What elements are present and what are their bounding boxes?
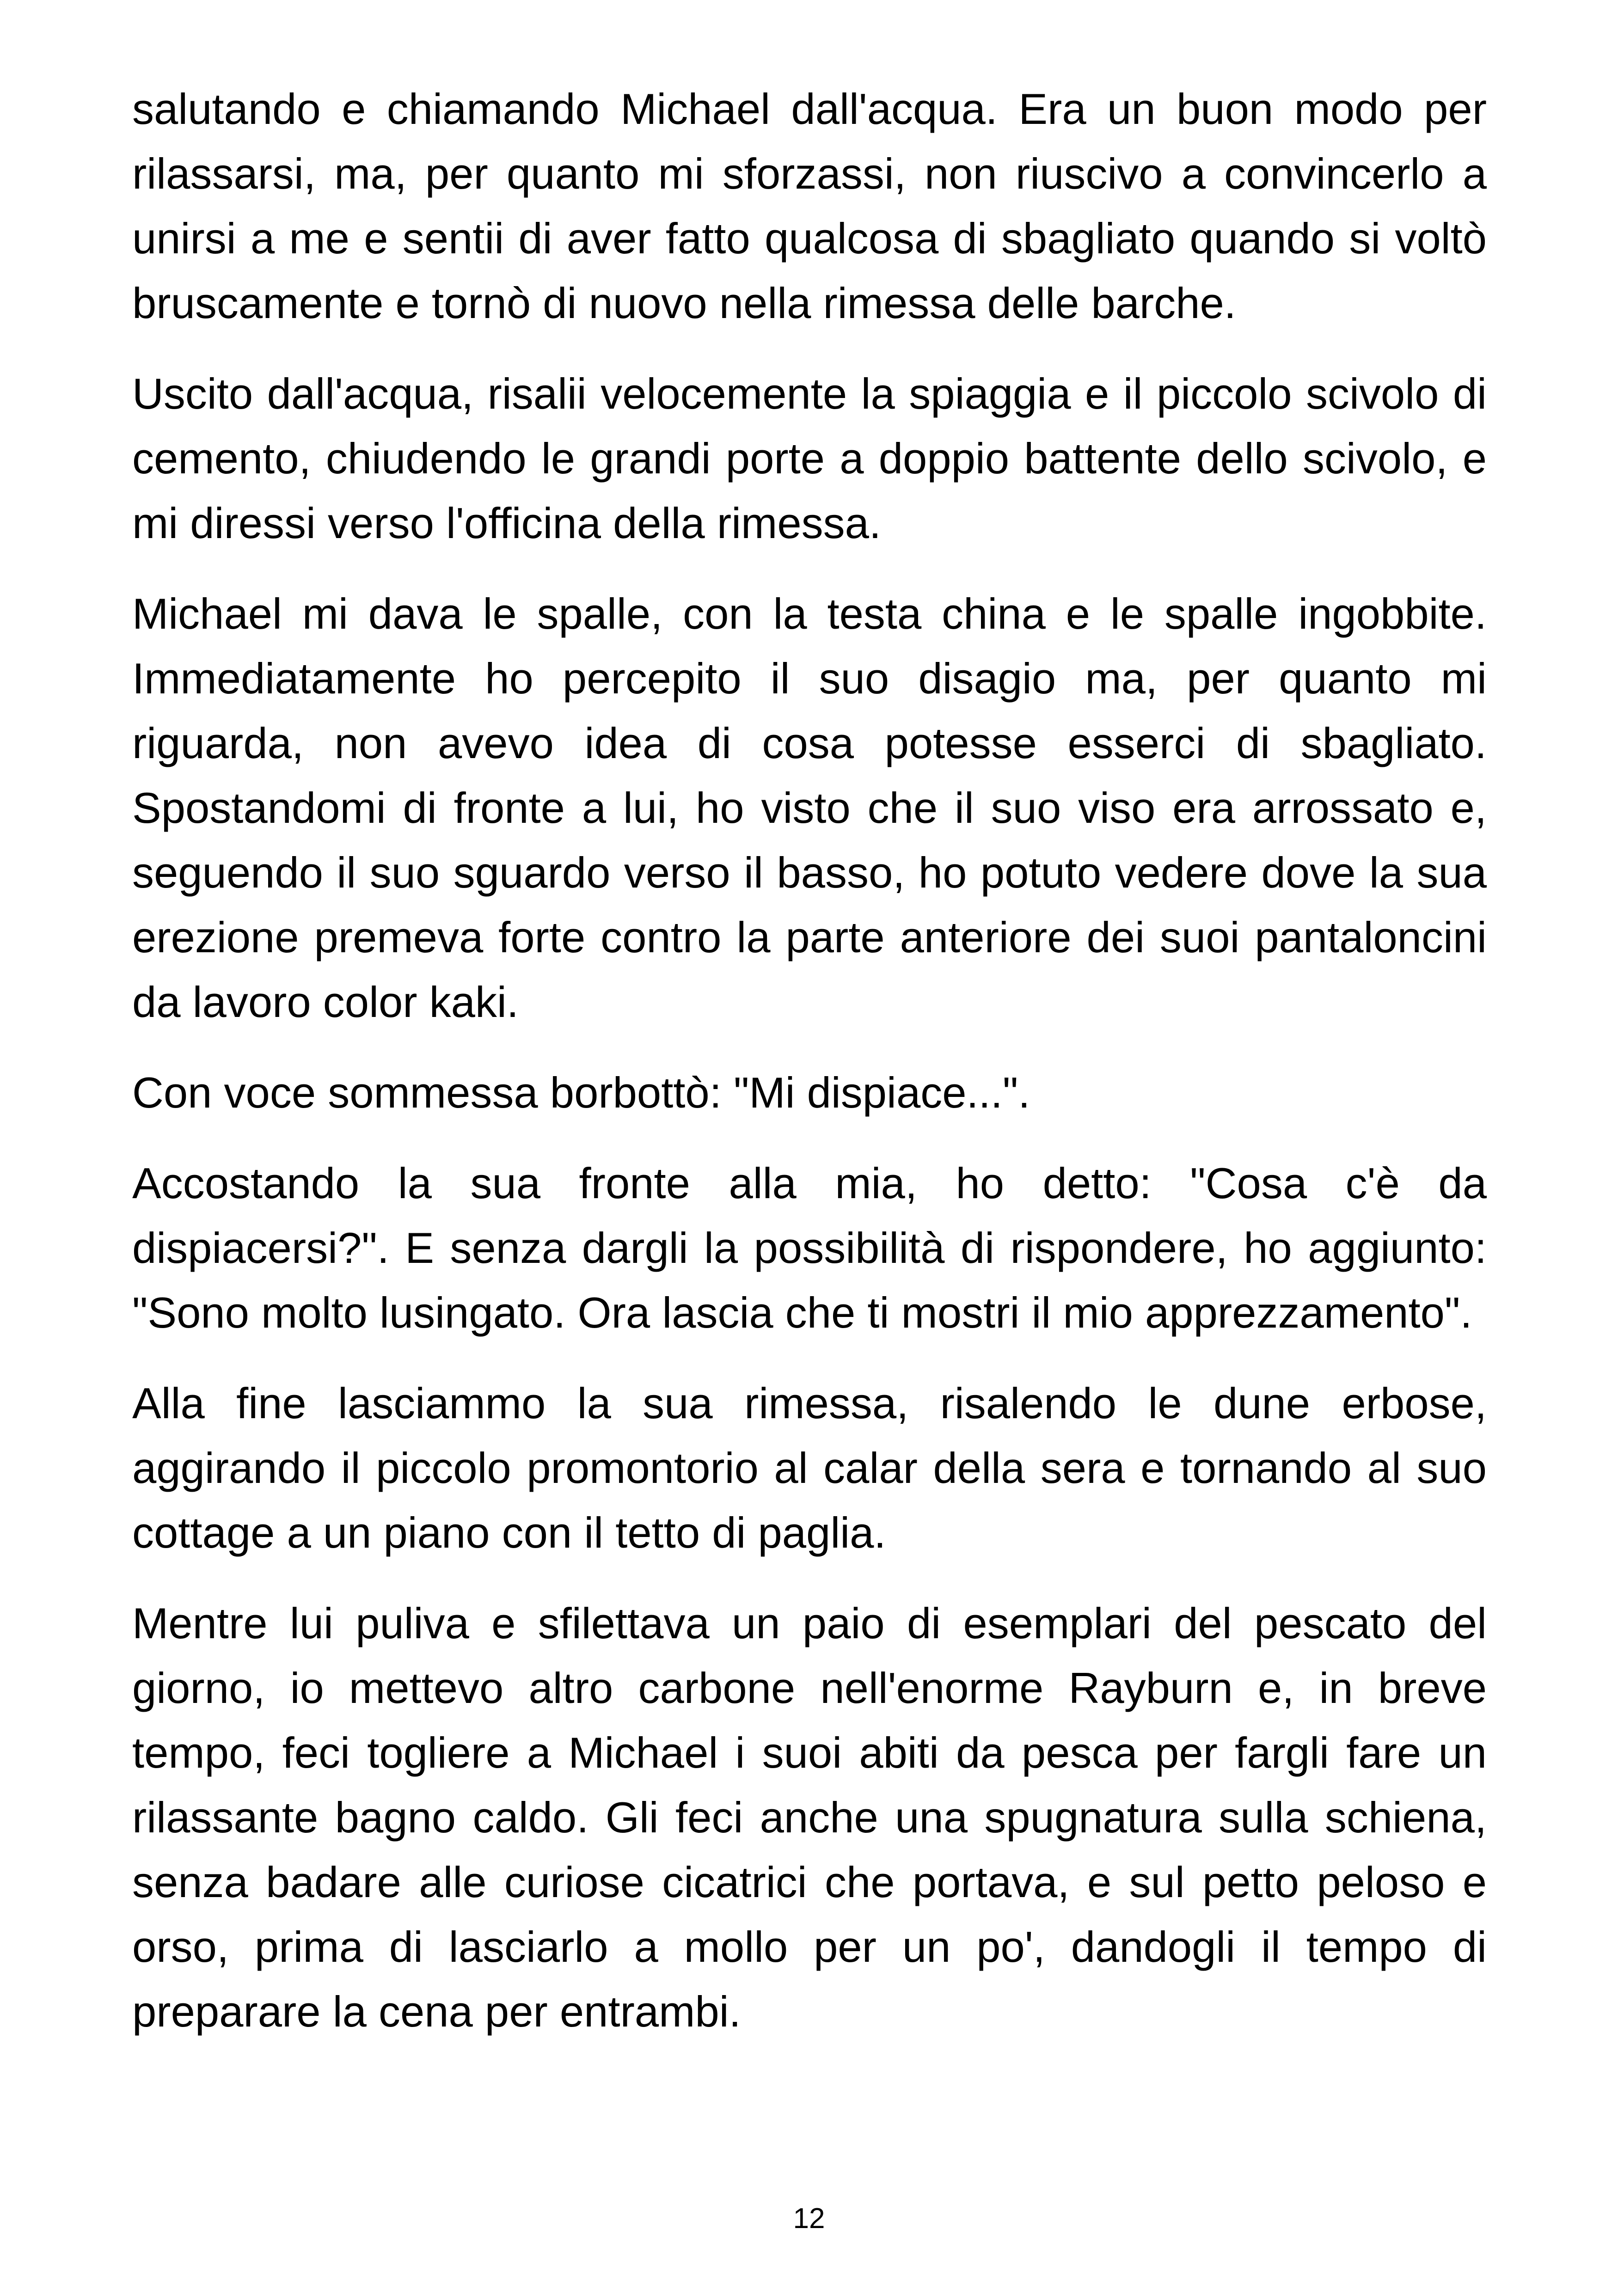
paragraph: Mentre lui puliva e sfilettava un paio di esemplari del pescato del giorno, io mettevo altro carbone nell'enorme Rayburn e, in breve tempo, feci togliere a Michael i suoi abiti da pesca per fargli fare un rilassante bagno caldo. Gli feci anche una spugnatura sulla schiena, senza badare alle curiose cicatrici che portava, e sul petto peloso e orso, prima di lasciarlo a mollo per un po', dandogli il tempo di preparare la cena per entrambi.	[132, 1599, 1487, 2036]
paragraph: salutando e chiamando Michael dall'acqua. Era un buon modo per rilassarsi, ma, per quanto mi sforzassi, non riuscivo a convincerlo a unirsi a me e sentii di aver fatto qualcosa di sbagliato quando si voltò bruscamente e tornò di nuovo nella rimessa delle barche.	[132, 85, 1487, 327]
paragraph: Alla fine lasciammo la sua rimessa, risalendo le dune erbose, aggirando il piccolo promontorio al calar della sera e tornando al suo cottage a un piano con il tetto di paglia.	[132, 1379, 1487, 1557]
paragraph: Uscito dall'acqua, risalii velocemente la spiaggia e il piccolo scivolo di cemento, chiudendo le grandi porte a doppio battente dello scivolo, e mi diressi verso l'officina della rimessa.	[132, 369, 1487, 547]
paragraph: Con voce sommessa borbottò: "Mi dispiace...".	[132, 1068, 1030, 1117]
paragraph: Michael mi dava le spalle, con la testa china e le spalle ingobbite. Immediatamente ho percepito il suo disagio ma, per quanto mi riguarda, non avevo idea di cosa potesse esserci di sbagliato. Spostandomi di fronte a lui, ho visto che il suo viso era arrossato e, seguendo il suo sguardo verso il basso, ho potuto vedere dove la sua erezione premeva forte contro la parte anteriore dei suoi pantaloncini da lavoro color kaki.	[132, 589, 1487, 1026]
page-number: 12	[793, 2203, 825, 2235]
body-text	[132, 77, 1487, 2070]
paragraph: Accostando la sua fronte alla mia, ho detto: "Cosa c'è da dispiacersi?". E senza dargli la possibilità di rispondere, ho aggiunto: "Sono molto lusingato. Ora lascia che ti mostri il mio apprezzamento".	[132, 1159, 1487, 1337]
